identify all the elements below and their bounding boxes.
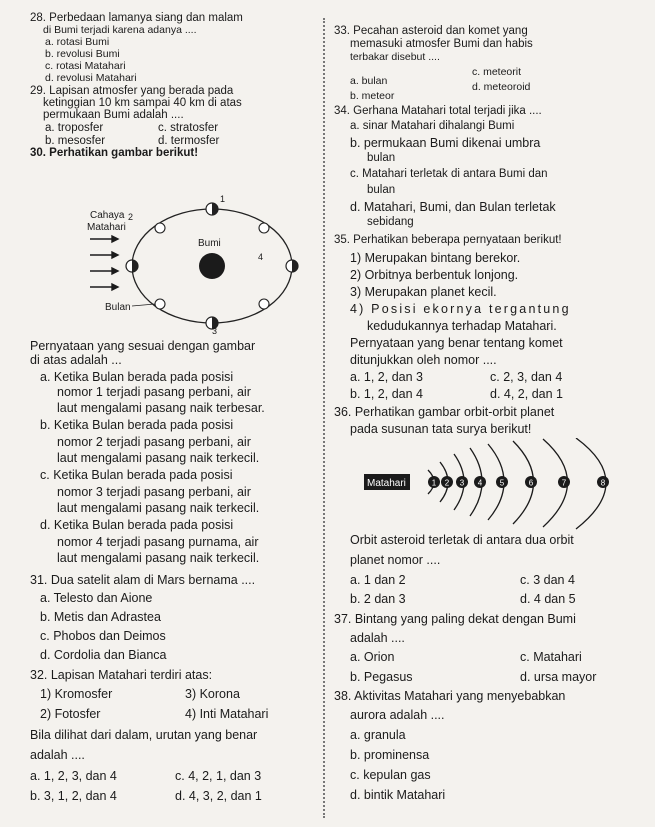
q31-option-d[interactable]: d. Cordolia dan Bianca: [40, 648, 167, 662]
sunlight-label-1: Cahaya: [90, 210, 125, 221]
q29-stem-line3: permukaan Bumi adalah ....: [43, 109, 184, 121]
planet-marker-7: [558, 476, 570, 488]
q35-option-d[interactable]: d. 4, 2, dan 1: [490, 387, 563, 401]
q33-option-b[interactable]: b. meteor: [350, 90, 395, 102]
q32-option-d[interactable]: d. 4, 3, 2, dan 1: [175, 789, 262, 803]
column-divider: [323, 18, 325, 818]
q35-option-a[interactable]: a. 1, 2, dan 3: [350, 370, 423, 384]
q34-option-b-line2: bulan: [367, 152, 396, 164]
q30-option-a-line1: a. Ketika Bulan berada pada posisi: [40, 370, 234, 384]
q31-stem: 31. Dua satelit alam di Mars bernama ....: [30, 573, 256, 587]
arrow-head: [112, 284, 118, 290]
planet-marker-8: [597, 476, 609, 488]
q30-option-c-line2: nomor 3 terjadi pasang perbani, air: [57, 485, 251, 499]
q28-option-c[interactable]: c. rotasi Matahari: [45, 60, 126, 72]
planet-2-number: 2: [444, 478, 450, 488]
q34-stem: 34. Gerhana Matahari total terjadi jika ....: [334, 105, 542, 117]
moon-position-4-shade: [292, 260, 298, 272]
q37-stem-line1: 37. Bintang yang paling dekat dengan Bumi: [334, 612, 576, 626]
q28-stem-line2: di Bumi terjadi karena adanya ....: [43, 24, 197, 36]
sunlight-arrows: [90, 236, 118, 290]
arrow-head: [112, 252, 118, 258]
planet-7-number: 7: [561, 478, 567, 488]
q31-option-a[interactable]: a. Telesto dan Aione: [40, 591, 153, 605]
q36-option-c[interactable]: c. 3 dan 4: [520, 573, 575, 587]
q33-option-d[interactable]: d. meteoroid: [472, 81, 531, 93]
q34-option-c-line1[interactable]: c. Matahari terletak di antara Bumi dan: [350, 168, 548, 180]
q33-stem-line2: memasuki atmosfer Bumi dan habis: [350, 38, 533, 50]
q36-prompt-line2: planet nomor ....: [350, 553, 441, 567]
q30-option-c-line1: c. Ketika Bulan berada pada posisi: [40, 468, 233, 482]
planet-1-number: 1: [431, 478, 437, 488]
q37-option-b[interactable]: b. Pegasus: [350, 670, 413, 684]
orbit-arcs: [428, 438, 606, 529]
q35-stem: 35. Perhatikan beberapa pernyataan berikut!: [334, 234, 562, 246]
planet-4-number: 4: [477, 478, 483, 488]
planet-8-number: 8: [600, 478, 606, 488]
q35-statement-3: 3) Merupakan planet kecil.: [350, 285, 497, 299]
moon-label-pointer: [132, 304, 155, 306]
moon-position-ne: [259, 223, 269, 233]
q34-option-d-line1[interactable]: d. Matahari, Bumi, dan Bulan terletak: [350, 200, 556, 214]
q38-option-c[interactable]: c. kepulan gas: [350, 768, 431, 782]
q30-option-d-line2: nomor 4 terjadi pasang purnama, air: [57, 535, 259, 549]
q37-option-c[interactable]: c. Matahari: [520, 650, 582, 664]
q30-prompt-line1: Pernyataan yang sesuai dengan gambar: [30, 339, 256, 353]
planet-marker-2: [441, 476, 453, 488]
q32-prompt-line2: adalah ....: [30, 748, 85, 762]
q38-stem-line2: aurora adalah ....: [350, 708, 445, 722]
moon-position-sw: [155, 299, 165, 309]
q29-option-b[interactable]: b. mesosfer: [45, 135, 106, 147]
q36-stem-line2: pada susunan tata surya berikut!: [350, 422, 532, 436]
moon-label: Bulan: [105, 302, 131, 313]
q36-option-d[interactable]: d. 4 dan 5: [520, 592, 576, 606]
planet-marker-1: [428, 476, 440, 488]
q28-option-d[interactable]: d. revolusi Matahari: [45, 72, 137, 84]
q32-option-a[interactable]: a. 1, 2, 3, dan 4: [30, 769, 117, 783]
planet-marker-5: [496, 476, 508, 488]
position-number-2: 2: [128, 212, 134, 222]
q32-item-4: 4) Inti Matahari: [185, 707, 269, 721]
q35-statement-4-line1: 4) Posisi ekornya tergantung: [350, 302, 571, 316]
q30-option-a-line2: nomor 1 terjadi pasang perbani, air: [57, 385, 251, 399]
q35-prompt-line1: Pernyataan yang benar tentang komet: [350, 336, 563, 350]
planet-6-number: 6: [528, 478, 534, 488]
q37-option-a[interactable]: a. Orion: [350, 650, 395, 664]
q29-option-d[interactable]: d. termosfer: [158, 135, 220, 147]
q32-option-c[interactable]: c. 4, 2, 1, dan 3: [175, 769, 262, 783]
q38-option-a[interactable]: a. granula: [350, 728, 406, 742]
q35-option-b[interactable]: b. 1, 2, dan 4: [350, 387, 423, 401]
q35-statement-4-line2: kedudukannya terhadap Matahari.: [367, 319, 557, 333]
q28-stem-line1: 28. Perbedaan lamanya siang dan malam: [30, 12, 243, 24]
q36-option-b[interactable]: b. 2 dan 3: [350, 592, 406, 606]
q32-stem: 32. Lapisan Matahari terdiri atas:: [30, 668, 213, 682]
q30-option-c-line3: laut mengalami pasang naik terkecil.: [57, 501, 260, 515]
q34-option-b-line1[interactable]: b. permukaan Bumi dikenai umbra: [350, 136, 541, 150]
solar-system-orbits-figure: [348, 438, 648, 530]
q34-option-a[interactable]: a. sinar Matahari dihalangi Bumi: [350, 120, 515, 132]
q32-item-3: 3) Korona: [185, 687, 240, 701]
moon-phase-figure: [40, 162, 330, 334]
position-number-1: 1: [220, 194, 226, 204]
arrow-head: [112, 268, 118, 274]
q30-option-b-line1: b. Ketika Bulan berada pada posisi: [40, 418, 234, 432]
moon-position-se: [259, 299, 269, 309]
q28-option-a[interactable]: a. rotasi Bumi: [45, 36, 110, 48]
q35-statement-2: 2) Orbitnya berbentuk lonjong.: [350, 268, 519, 282]
q35-option-c[interactable]: c. 2, 3, dan 4: [490, 370, 563, 384]
q33-stem-line1: 33. Pecahan asteroid dan komet yang: [334, 25, 528, 37]
arrow-head: [112, 236, 118, 242]
position-number-3: 3: [212, 326, 218, 334]
q30-stem: 30. Perhatikan gambar berikut!: [30, 147, 199, 159]
q31-option-b[interactable]: b. Metis dan Adrastea: [40, 610, 161, 624]
q30-option-d-line1: d. Ketika Bulan berada pada posisi: [40, 518, 234, 532]
q32-option-b[interactable]: b. 3, 1, 2, dan 4: [30, 789, 117, 803]
position-number-4: 4: [258, 252, 264, 262]
q29-stem-line1: 29. Lapisan atmosfer yang berada pada: [30, 85, 234, 97]
q37-option-d[interactable]: d. ursa mayor: [520, 670, 597, 684]
earth-icon: [199, 253, 225, 279]
q30-prompt-line2: di atas adalah ...: [30, 353, 122, 367]
q33-stem-line3: terbakar disebut ....: [350, 51, 440, 63]
q32-prompt-line1: Bila dilihat dari dalam, urutan yang benar: [30, 728, 258, 742]
planet-marker-3: [456, 476, 468, 488]
q36-stem-line1: 36. Perhatikan gambar orbit-orbit planet: [334, 405, 555, 419]
earth-label: Bumi: [198, 238, 221, 249]
q30-option-b-line2: nomor 2 terjadi pasang perbani, air: [57, 435, 251, 449]
moon-position-nw: [155, 223, 165, 233]
q29-option-a[interactable]: a. troposfer: [45, 122, 104, 134]
q29-option-c[interactable]: c. stratosfer: [158, 122, 219, 134]
q35-statement-1: 1) Merupakan bintang berekor.: [350, 251, 521, 265]
planet-3-number: 3: [459, 478, 465, 488]
q36-option-a[interactable]: a. 1 dan 2: [350, 573, 406, 587]
sunlight-label-2: Matahari: [87, 222, 126, 233]
q37-stem-line2: adalah ....: [350, 631, 405, 645]
moon-position-1-shade: [212, 203, 218, 215]
q31-option-c[interactable]: c. Phobos dan Deimos: [40, 629, 166, 643]
q36-prompt-line1: Orbit asteroid terletak di antara dua orbit: [350, 533, 574, 547]
planet-marker-6: [525, 476, 537, 488]
q28-option-b[interactable]: b. revolusi Bumi: [45, 48, 120, 60]
q35-prompt-line2: ditunjukkan oleh nomor ....: [350, 353, 497, 367]
q30-option-d-line3: laut mengalami pasang naik terkecil.: [57, 551, 260, 565]
q33-option-a[interactable]: a. bulan: [350, 75, 388, 87]
q30-option-a-line3: laut mengalami pasang naik terbesar.: [57, 401, 265, 415]
q29-stem-line2: ketinggian 10 km sampai 40 km di atas: [43, 97, 242, 109]
q34-option-c-line2: bulan: [367, 184, 396, 196]
planet-marker-4: [474, 476, 486, 488]
sun-label: Matahari: [367, 478, 406, 489]
planet-5-number: 5: [499, 478, 505, 488]
q38-stem-line1: 38. Aktivitas Matahari yang menyebabkan: [334, 689, 566, 703]
q33-option-c[interactable]: c. meteorit: [472, 66, 522, 78]
q38-option-d[interactable]: d. bintik Matahari: [350, 788, 446, 802]
q32-item-1: 1) Kromosfer: [40, 687, 113, 701]
moon-position-2-shade: [132, 260, 138, 272]
q32-item-2: 2) Fotosfer: [40, 707, 101, 721]
q30-option-b-line3: laut mengalami pasang naik terkecil.: [57, 451, 260, 465]
q34-option-d-line2: sebidang: [367, 216, 414, 228]
q38-option-b[interactable]: b. prominensa: [350, 748, 430, 762]
